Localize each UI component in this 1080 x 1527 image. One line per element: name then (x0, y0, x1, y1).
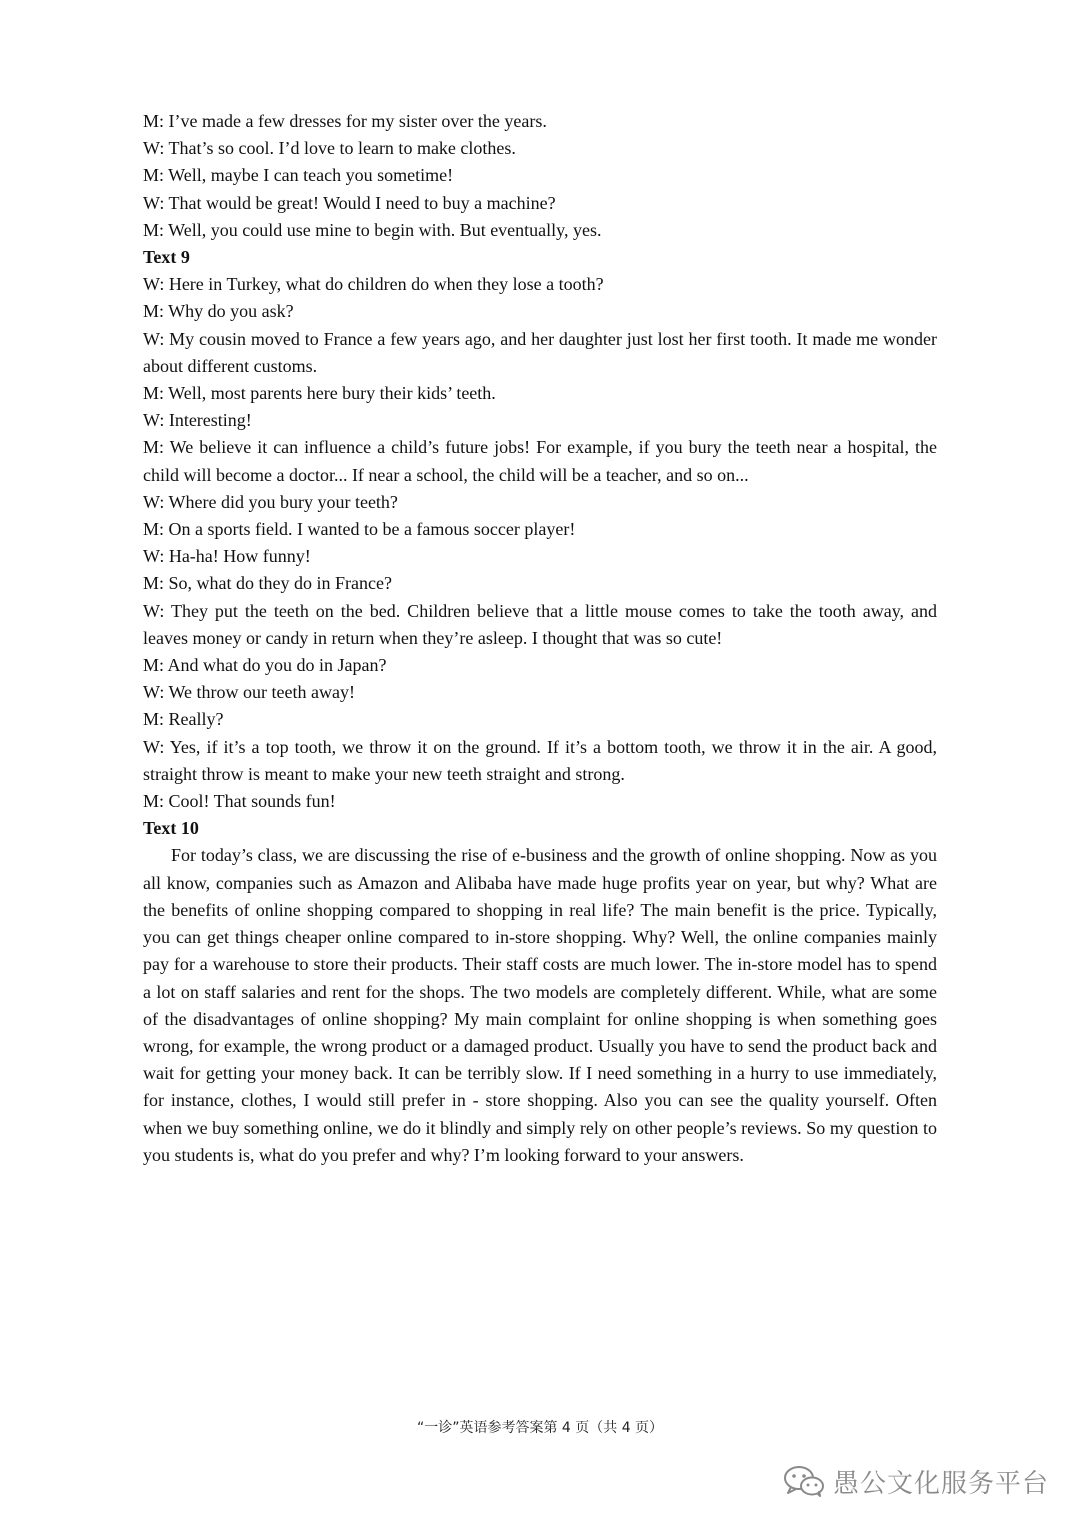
dialogue-line: M: Cool! That sounds fun! (143, 791, 336, 812)
dialogue-line: W: We throw our teeth away! (143, 682, 355, 703)
dialogue-line: M: Well, maybe I can teach you sometime! (143, 165, 454, 186)
watermark-text: 愚公文化服务平台 (833, 1468, 1050, 1499)
dialogue-line: W: My cousin moved to France a few years ago, and her daughter just lost her first tooth. It made me wonder about different customs. (143, 328, 937, 376)
dialogue-line: W: Here in Turkey, what do children do when they lose a tooth? (143, 274, 604, 295)
page-footer: “一诊”英语参考答案第 4 页（共 4 页） (416, 1420, 664, 1436)
dialogue-line: M: And what do you do in Japan? (143, 655, 387, 676)
dialogue-line: M: Well, you could use mine to begin with. But eventually, yes. (143, 219, 602, 240)
dialogue-line: M: Well, most parents here bury their kids’ teeth. (143, 383, 496, 404)
dialogue-line: M: We believe it can influence a child’s future jobs! For example, if you bury the teeth near a hospital, the child will become a doctor... If near a school, the child will be a teacher, and so on... (143, 437, 937, 485)
dialogue-line: W: Where did you bury your teeth? (143, 491, 398, 512)
dialogue-line: W: Ha-ha! How funny! (143, 546, 311, 567)
dialogue-line: W: That would be great! Would I need to buy a machine? (143, 192, 556, 213)
dialogue-line: W: They put the teeth on the bed. Children believe that a little mouse comes to take the tooth away, and leaves money or candy in return when they’re asleep. I thought that was so cute! (143, 600, 937, 648)
dialogue-line: M: So, what do they do in France? (143, 573, 392, 594)
lecture-paragraph: For today’s class, we are discussing the rise of e-business and the growth of online shopping. Now as you all know, companies such as Amazon and Alibaba have made huge profits year on year, but why? What are the benefits of online shopping compared to shopping in real life? The main benefit is the price. Typically, you can get things cheaper online compared to in-store shopping. Why? Well, the online companies mainly pay for a warehouse to store their products. Their staff costs are much lower. The in-store model has to spend a lot on staff salaries and rent for the shops. The two models are completely different. While, what are some of the disadvantages of online shopping? My main complaint for online shopping is when something goes wrong, for example, the wrong product or a damaged product. Usually you have to send the product back and wait for getting your money back. It can be terribly slow. If I need something in a hurry to use immediately, for instance, clothes, I would still prefer in - store shopping. Also you can see the quality yourself. Often when we buy something online, we do it blindly and simply rely on other people’s reviews. So my question to you students is, what do you prefer and why? I’m looking forward to your answers. (143, 845, 937, 1165)
document-body (143, 108, 937, 1169)
section-heading-text-10: Text 10 (143, 818, 199, 839)
wechat-icon (783, 1465, 825, 1497)
watermark (783, 1461, 1049, 1501)
dialogue-line: M: On a sports field. I wanted to be a famous soccer player! (143, 519, 576, 540)
dialogue-line: M: Really? (143, 709, 224, 730)
dialogue-line: W: Interesting! (143, 410, 252, 431)
dialogue-line: M: I’ve made a few dresses for my sister over the years. (143, 111, 547, 131)
dialogue-line: M: Why do you ask? (143, 301, 294, 322)
dialogue-line: W: Yes, if it’s a top tooth, we throw it on the ground. If it’s a bottom tooth, we throw it in the air. A good, straight throw is meant to make your new teeth straight and strong. (143, 736, 937, 784)
dialogue-line: W: That’s so cool. I’d love to learn to make clothes. (143, 138, 516, 159)
section-heading-text-9: Text 9 (143, 247, 190, 268)
